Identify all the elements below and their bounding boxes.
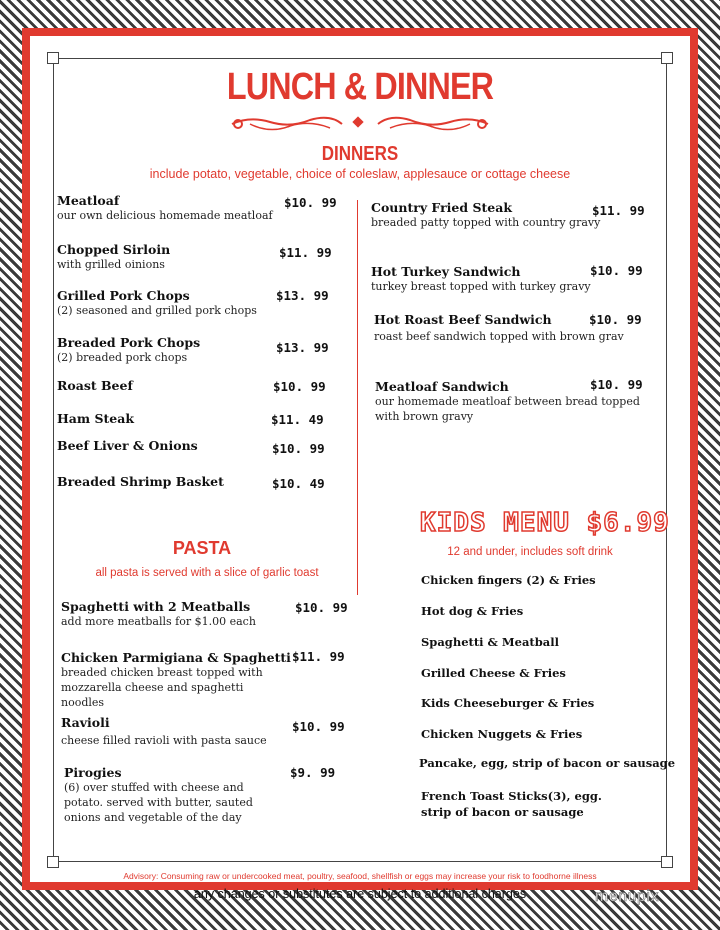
item-price: $10. 99 [590,263,643,278]
dinners-subtitle: include potato, vegetable, choice of coleslaw, applesauce or cottage cheese [149,167,571,181]
advisory-note: Advisory: Consuming raw or undercooked meat, poultry, seafood, shellfish or eggs may increase your risk to foodhorne illness [123,871,597,881]
item-price: $10. 99 [284,195,337,210]
item-desc: breaded patty topped with country gravy [371,216,601,229]
menu-item [57,193,347,233]
menu-item [61,649,351,709]
item-name: Breaded Shrimp Basket [57,474,224,489]
corner-ornament-top-left [47,52,59,64]
item-desc: add more meatballs for $1.00 each [61,615,256,628]
item-name: Beef Liver & Onions [57,438,198,453]
watermark-logo: menupix [595,888,659,905]
item-price: $10. 99 [295,600,348,615]
item-desc: cheese filled ravioli with pasta sauce [61,734,267,747]
menu-item [57,288,347,328]
menu-title: LUNCH & DINNER [226,66,494,108]
kids-menu-title: KIDS MENU $6.99 [420,508,670,538]
item-desc: roast beef sandwich topped with brown grav [374,330,624,343]
kids-subtitle: 12 and under, includes soft drink [447,546,613,558]
item-name: Roast Beef [57,378,133,393]
kids-item: Kids Cheeseburger & Fries [421,696,595,710]
item-name: Ham Steak [57,411,135,426]
item-desc: (2) seasoned and grilled pork chops [57,304,257,317]
kids-item: Chicken Nuggets & Fries [421,727,583,741]
item-name: Breaded Pork Chops [57,335,201,350]
item-desc: breaded chicken breast topped with mozzarella cheese and spaghetti noodles [61,666,263,709]
item-name: Hot Roast Beef Sandwich [374,312,552,327]
item-price: $10. 99 [272,441,325,456]
menu-item [57,242,347,282]
corner-ornament-bottom-left [47,856,59,868]
menu-item [375,379,655,429]
item-name: Ravioli [61,715,110,730]
menu-item [57,378,347,398]
corner-ornament-top-right [661,52,673,64]
kids-item: Hot dog & Fries [421,604,524,618]
menu-item [61,599,351,639]
menu-item [374,312,654,352]
item-price: $13. 99 [276,340,329,355]
kids-item: Chicken fingers (2) & Fries [421,573,596,587]
menu-item [57,411,347,431]
menu-item [61,715,351,755]
item-desc: (6) over stuffed with cheese and potato. served with butter, sauted onions and vegetable of the day [64,781,253,824]
item-name: Country Fried Steak [371,200,512,215]
changes-note: any changes or substitutes are subject to additional charges [193,887,527,901]
item-price: $11. 99 [292,649,345,664]
item-desc: with grilled oinions [57,258,165,271]
item-name: Chopped Sirloin [57,242,171,257]
section-title-dinners: DINNERS [321,143,399,165]
menu-item [57,438,347,458]
kids-item: French Toast Sticks(3), egg. strip of bacon or sausage [421,789,602,819]
menu-item [57,474,347,494]
item-name: Spaghetti with 2 Meatballs [61,599,251,614]
item-price: $11. 99 [279,245,332,260]
item-price: $10. 49 [272,476,325,491]
column-divider [357,200,358,595]
item-desc: our own delicious homemade meatloaf [57,209,273,222]
kids-item: Grilled Cheese & Fries [421,666,566,680]
section-title-pasta: PASTA [172,538,232,558]
menu-item [57,335,347,375]
item-price: $10. 99 [292,719,345,734]
item-desc: our homemade meatloaf between bread topped with brown gravy [375,395,640,423]
item-name: Hot Turkey Sandwich [371,264,521,279]
item-price: $10. 99 [273,379,326,394]
menu-item [64,765,354,835]
item-price: $9. 99 [290,765,336,780]
item-price: $10. 99 [590,377,643,392]
item-price: $11. 99 [592,203,645,218]
menu-item [371,200,651,240]
item-desc: (2) breaded pork chops [57,351,188,364]
item-price: $11. 49 [271,412,324,427]
item-name: Grilled Pork Chops [57,288,190,303]
item-name: Chicken Parmigiana & Spaghetti [61,650,291,665]
kids-item: Pancake, egg, strip of bacon or sausage [419,756,676,770]
item-desc: turkey breast topped with turkey gravy [371,280,591,293]
menu-item [371,264,651,304]
item-name: Meatloaf Sandwich [375,379,509,394]
corner-ornament-bottom-right [661,856,673,868]
item-price: $10. 99 [589,312,642,327]
item-name: Meatloaf [57,193,120,208]
flourish-ornament [230,112,490,136]
item-price: $13. 99 [276,288,329,303]
kids-item: Spaghetti & Meatball [421,635,559,649]
item-name: Pirogies [64,765,122,780]
pasta-subtitle: all pasta is served with a slice of garlic toast [95,567,319,579]
